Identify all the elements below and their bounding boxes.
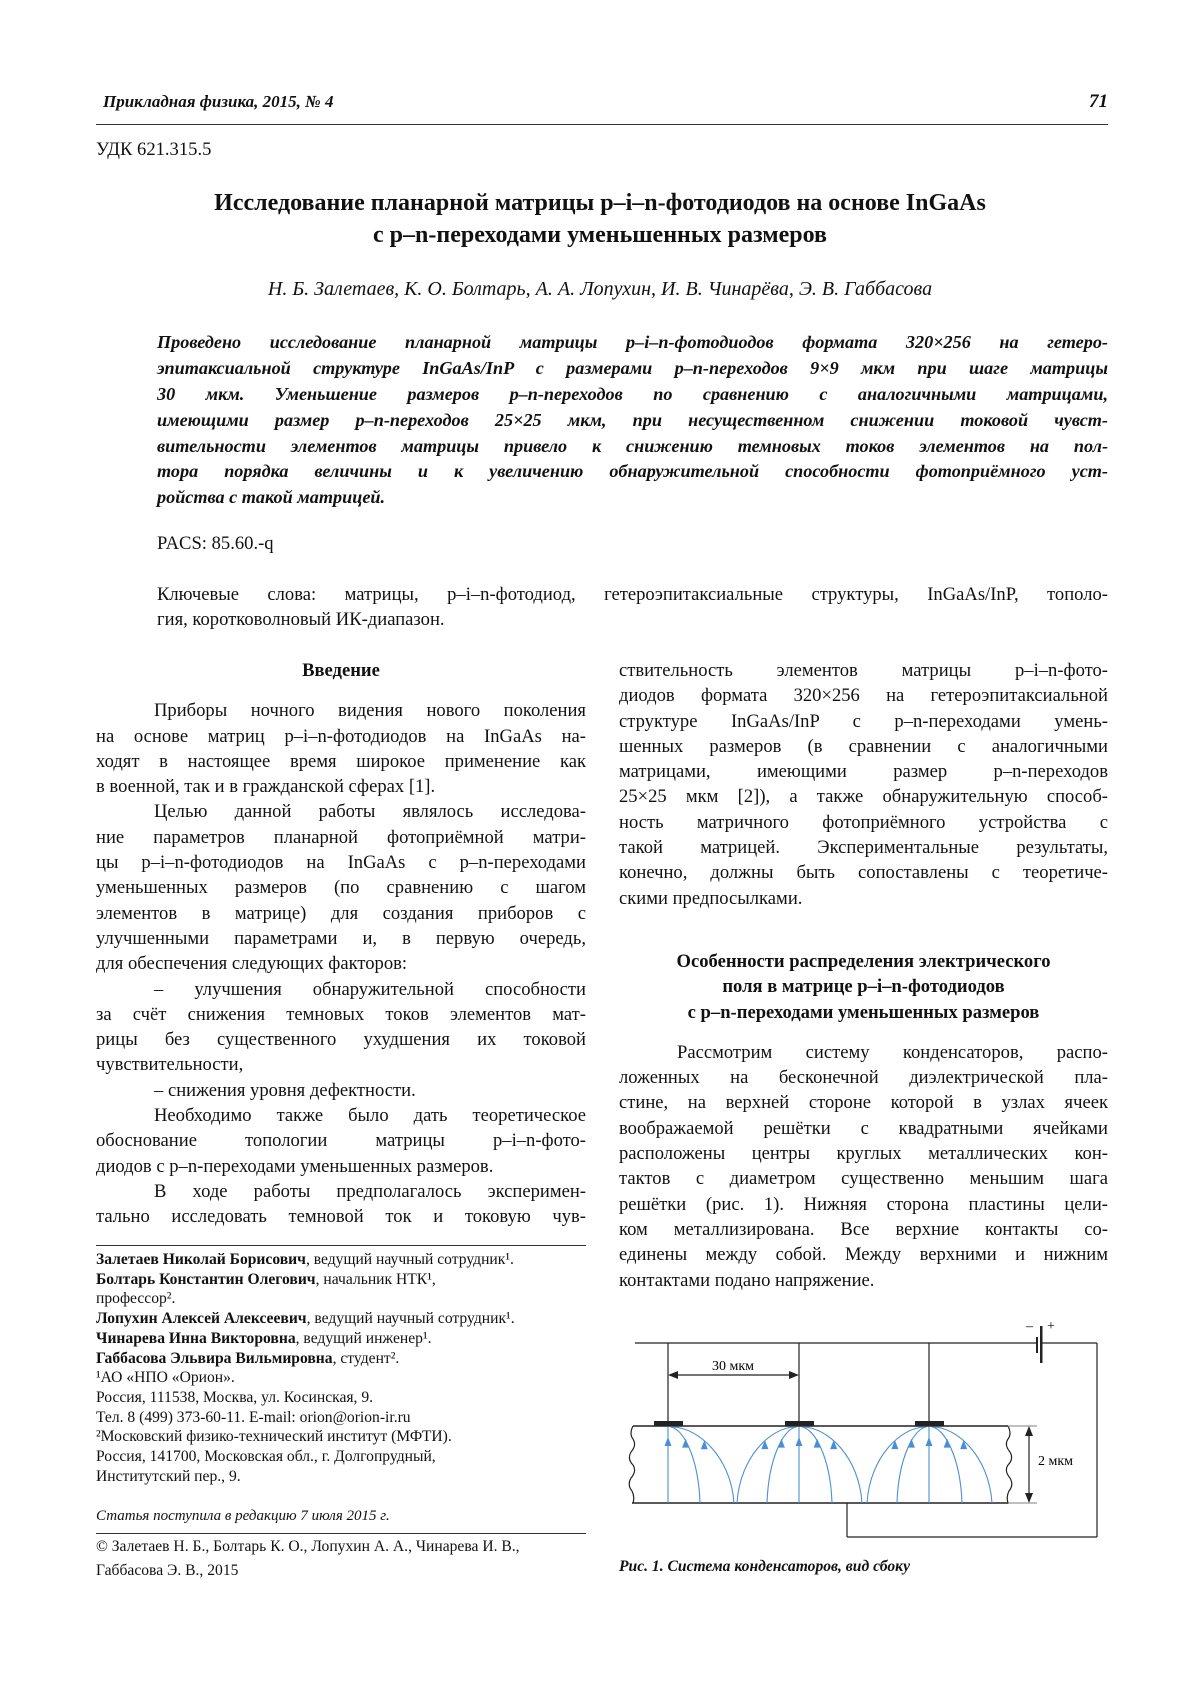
text-line: структуре InGaAs/InP с p–n-переходами умень- xyxy=(619,710,1108,732)
footnote-text: Россия, 141700, Московская обл., г. Долгопрудный, xyxy=(96,1448,436,1466)
author-name: Болтарь Константин Олегович xyxy=(96,1270,316,1288)
text-line: шенных размеров (в сравнении с аналогичными xyxy=(619,735,1108,757)
text-line: 30 мкм. Уменьшение размеров p–n-переходов по сравнению с аналогичными матрицами, xyxy=(157,383,1108,404)
copyright-line-2: Габбасова Э. В., 2015 xyxy=(96,1562,239,1579)
footnote-text: профессор². xyxy=(96,1290,176,1308)
text-line: ние параметров планарной фотоприёмной матри- xyxy=(96,826,586,848)
text-line: поля в матрице p–i–n-фотодиодов xyxy=(722,976,1005,998)
journal-header: Прикладная физика, 2015, № 4 xyxy=(103,92,334,111)
field-arrow xyxy=(891,1440,898,1449)
text-line: рицы без существенного ухудшения их токовой xyxy=(96,1029,586,1051)
battery-minus: – xyxy=(1026,1319,1033,1334)
battery-short-plate xyxy=(1036,1337,1038,1353)
text-line: – улучшения обнаружительной способности xyxy=(154,978,586,1000)
text-line: чувствительности, xyxy=(96,1054,244,1076)
text-line: 25×25 мкм [2]), а также обнаружительную способ- xyxy=(619,786,1108,808)
plate-right-break xyxy=(1006,1426,1011,1503)
udk: УДК 621.315.5 xyxy=(96,139,212,160)
pacs: PACS: 85.60.-q xyxy=(157,533,274,554)
text-line: на основе матриц p–i–n-фотодиодов на InGaAs на- xyxy=(96,725,586,747)
footnote-text: Россия, 111538, Москва, ул. Косинская, 9. xyxy=(96,1388,374,1406)
arrowhead xyxy=(789,1371,799,1379)
text-line: стине, на верхней стороне которой в узлах ячеек xyxy=(619,1092,1108,1114)
thickness-label: 2 мкм xyxy=(1038,1454,1074,1469)
pitch-label: 30 мкм xyxy=(711,1359,755,1374)
text-line: ложенных на бесконечной диэлектрической пла- xyxy=(619,1067,1108,1089)
text-line: элементов в матрице) для создания приборов с xyxy=(96,902,586,924)
text-line: решётки (рис. 1). Нижняя сторона пластины цели- xyxy=(619,1193,1108,1215)
text-line: тактов с диаметром существенно меньшим шага xyxy=(619,1168,1108,1190)
text-line: за счёт снижения темновых токов элементов мат- xyxy=(96,1003,586,1025)
text-line: вительности элементов матрицы привело к снижению темновых токов элементов на пол- xyxy=(157,435,1108,456)
text-line: тора порядка величины и к увеличению обнаружительной способности фотоприёмного уст- xyxy=(157,461,1108,482)
text-line: единены между собой. Между верхними и нижним xyxy=(619,1244,1108,1266)
authors: Н. Б. Залетаев, К. О. Болтарь, А. А. Лопухин, И. В. Чинарёва, Э. В. Габбасова xyxy=(267,278,933,300)
text-line: скими предпосылками. xyxy=(619,887,803,909)
field-arrow xyxy=(814,1439,821,1448)
text-line: Проведено исследование планарной матрицы p–i–n-фотодиодов формата 320×256 на гетеро- xyxy=(157,332,1108,352)
arrowhead xyxy=(1025,1426,1033,1436)
text-line: ность матричного фотоприёмного устройства с xyxy=(619,811,1108,833)
text-line: в военной, так и в гражданской сферах [1]. xyxy=(96,776,436,798)
field-arrow xyxy=(665,1437,672,1446)
text-line: с p–n-переходами уменьшенных размеров xyxy=(687,1001,1040,1023)
footnote-text: , начальник НТК¹, xyxy=(315,1270,436,1288)
plate-left-break xyxy=(629,1426,634,1503)
contact-1 xyxy=(654,1421,683,1426)
author-name: Чинарева Инна Викторовна xyxy=(96,1329,296,1347)
page-number: 71 xyxy=(1089,91,1108,112)
text-line: цы p–i–n-фотодиодов на InGaAs с p–n-переходами xyxy=(96,852,586,874)
author-name: Залетаев Николай Борисович xyxy=(96,1251,306,1268)
arrowhead xyxy=(668,1371,678,1379)
text-line: эпитаксиальной структуре InGaAs/InP с размерами p–n-переходов 9×9 мкм при шаге матрицы xyxy=(157,357,1108,378)
field-arrow xyxy=(701,1440,708,1449)
text-line: такой матрицей. Экспериментальные результаты, xyxy=(619,837,1108,859)
field-arrow xyxy=(761,1440,768,1449)
arrowhead xyxy=(1025,1493,1033,1503)
text-line: ком металлизирована. Все верхние контакты со- xyxy=(619,1218,1108,1240)
text-line: диодов формата 320×256 на гетероэпитаксиальной xyxy=(619,685,1108,707)
text-line: Необходимо также было дать теоретическое xyxy=(154,1105,586,1127)
footnote-text: , ведущий научный сотрудник¹. xyxy=(306,1310,515,1328)
text-line: расположены центры круглых металлических кон- xyxy=(619,1143,1108,1165)
field-line xyxy=(767,1427,796,1503)
author-name: Лопухин Алексей Алексеевич xyxy=(96,1310,307,1328)
text-line: – снижения уровня дефектности. xyxy=(154,1079,416,1101)
text-line: тально исследовать темновой ток и токовую чув- xyxy=(96,1206,586,1228)
field-arrow xyxy=(796,1437,803,1446)
contact-2 xyxy=(785,1421,814,1426)
field-arrow xyxy=(926,1437,933,1446)
field-line xyxy=(867,1427,924,1503)
field-line xyxy=(804,1427,862,1503)
field-arrow xyxy=(682,1439,689,1448)
text-line: матрицами, имеющими размер p–n-переходов xyxy=(619,761,1108,783)
footnote-text: , ведущий научный сотрудник¹. xyxy=(305,1251,514,1268)
footnote-text: Тел. 8 (499) 373-60-11. E-mail: orion@orion-ir.ru xyxy=(96,1408,411,1426)
field-line xyxy=(671,1427,700,1503)
text-line: Рассмотрим систему конденсаторов, распо- xyxy=(677,1041,1108,1063)
field-line xyxy=(737,1427,794,1503)
text-line: для обеспечения следующих факторов: xyxy=(96,953,408,975)
text-line: ходят в настоящее время широкое применение как xyxy=(96,750,586,772)
field-line xyxy=(802,1427,832,1503)
field-line xyxy=(932,1427,962,1503)
field-arrow xyxy=(908,1439,915,1448)
field-arrow xyxy=(960,1440,967,1449)
field-line xyxy=(934,1427,992,1503)
battery-long-plate xyxy=(1040,1326,1043,1363)
copyright-line-1: © Залетаев Н. Б., Болтарь К. О., Лопухин А. А., Чинарева И. В., xyxy=(96,1538,520,1555)
text-line: В ходе работы предполагалось эксперимен- xyxy=(154,1180,586,1202)
battery-plus: + xyxy=(1047,1319,1055,1334)
footnote-text: ²Московский физико-технический институт (МФТИ). xyxy=(96,1428,452,1446)
field-line xyxy=(897,1427,926,1503)
text-line: уменьшенных размеров (по сравнению с шагом xyxy=(96,877,586,899)
title-line-2: с p–n-переходами уменьшенных размеров xyxy=(373,222,827,248)
text-line: Ключевые слова: матрицы, p–i–n-фотодиод, гетероэпитаксиальные структуры, InGaAs/InP, тополо- xyxy=(157,584,1108,605)
footnote-text: , ведущий инженер¹. xyxy=(295,1329,432,1347)
text-line: диодов с p–n-переходами уменьшенных размеров. xyxy=(96,1155,494,1177)
field-arrow xyxy=(778,1439,785,1448)
field-line xyxy=(673,1427,734,1503)
text-line: имеющими размер p–n-переходов 25×25 мкм, при несущественном снижении токовой чувст- xyxy=(157,409,1108,430)
text-line: контактами подано напряжение. xyxy=(619,1269,875,1291)
title-line-1: Исследование планарной матрицы p–i–n-фотодиодов на основе InGaAs xyxy=(214,190,986,216)
author-name: Габбасова Эльвира Вильмировна xyxy=(96,1349,333,1367)
section-heading-introduction: Введение xyxy=(302,660,380,681)
text-line: конечно, должны быть сопоставлены с теоретиче- xyxy=(619,862,1108,884)
footnote-text: ¹АО «НПО «Орион». xyxy=(96,1369,235,1387)
text-line: воображаемой решётки с квадратными ячейками xyxy=(619,1117,1108,1139)
field-lines xyxy=(665,1427,993,1503)
text-line: гия, коротковолновый ИК-диапазон. xyxy=(157,609,445,631)
text-line: Целью данной работы являлось исследова- xyxy=(154,801,586,823)
figure-caption: Рис. 1. Система конденсаторов, вид сбоку xyxy=(619,1558,910,1575)
received-date: Статья поступила в редакцию 7 июля 2015 г. xyxy=(96,1508,390,1524)
text-line: обоснование топологии матрицы p–i–n-фото- xyxy=(96,1130,586,1152)
field-arrow xyxy=(830,1440,837,1449)
text-line: ройства с такой матрицей. xyxy=(157,487,386,508)
text-line: Приборы ночного видения нового поколения xyxy=(154,700,586,722)
text-line: улучшенными параметрами и, в первую очередь, xyxy=(96,927,586,949)
text-line: Особенности распределения электрического xyxy=(676,950,1051,972)
footnote-text: , студент². xyxy=(332,1349,400,1367)
contact-3 xyxy=(915,1421,944,1426)
text-line: ствительность элементов матрицы p–i–n-фото- xyxy=(619,660,1108,681)
footnote-text: Институтский пер., 9. xyxy=(96,1467,241,1485)
field-arrow xyxy=(944,1439,951,1448)
